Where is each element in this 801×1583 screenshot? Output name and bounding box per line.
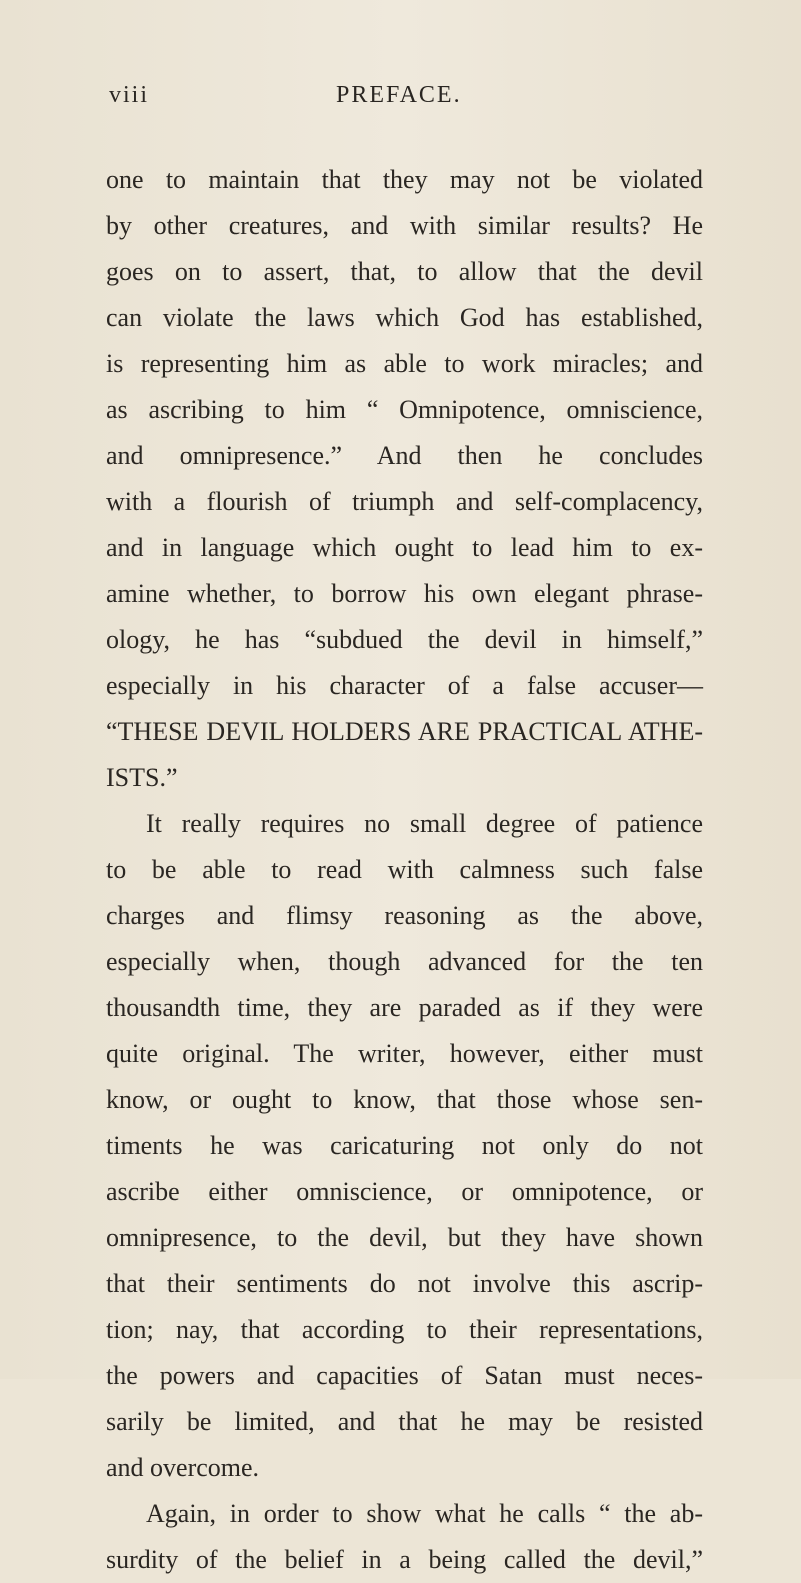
page-number: viii [109, 82, 150, 108]
text-line: goes on to assert, that, to allow that the devil [106, 257, 703, 286]
text-line: ISTS.” [106, 763, 178, 792]
running-title: PREFACE. [336, 82, 462, 108]
text-line: ascribe either omniscience, or omnipotence, or [106, 1177, 703, 1206]
text-line: as ascribing to him “ Omnipotence, omniscience, [106, 395, 703, 424]
text-line: sarily be limited, and that he may be resisted [106, 1407, 703, 1436]
text-line: and omnipresence.” And then he concludes [106, 441, 703, 470]
text-line: can violate the laws which God has established, [106, 303, 703, 332]
text-line: quite original. The writer, however, either must [106, 1039, 703, 1068]
text-line: ology, he has “subdued the devil in himself,” [106, 625, 703, 654]
text-line: timents he was caricaturing not only do not [106, 1131, 703, 1160]
text-line: know, or ought to know, that those whose sen- [106, 1085, 703, 1114]
running-head [0, 82, 801, 122]
text-line: with a flourish of triumph and self-complacency, [106, 487, 703, 516]
text-line: and in language which ought to lead him to ex- [106, 533, 703, 562]
text-line: especially in his character of a false accuser— [106, 671, 703, 700]
text-line: tion; nay, that according to their representations, [106, 1315, 703, 1344]
text-line: especially when, though advanced for the ten [106, 947, 703, 976]
text-line: is representing him as able to work miracles; and [106, 349, 703, 378]
text-line: Again, in order to show what he calls “ the ab- [146, 1499, 703, 1528]
text-line: and overcome. [106, 1453, 260, 1482]
text-line: to be able to read with calmness such false [106, 855, 703, 884]
text-line: charges and flimsy reasoning as the above, [106, 901, 703, 930]
text-line: thousandth time, they are paraded as if they were [106, 993, 703, 1022]
text-line: “THESE DEVIL HOLDERS ARE PRACTICAL ATHE- [106, 717, 703, 746]
text-line: It really requires no small degree of patience [146, 809, 703, 838]
text-line: by other creatures, and with similar results? He [106, 211, 703, 240]
text-line: surdity of the belief in a being called the devil,” [106, 1545, 703, 1574]
text-line: one to maintain that they may not be violated [106, 165, 703, 194]
text-line: the powers and capacities of Satan must neces- [106, 1361, 703, 1390]
body-text [106, 157, 703, 1583]
text-line: that their sentiments do not involve this ascrip- [106, 1269, 703, 1298]
text-line: omnipresence, to the devil, but they have shown [106, 1223, 703, 1252]
text-line: amine whether, to borrow his own elegant phrase- [106, 579, 703, 608]
